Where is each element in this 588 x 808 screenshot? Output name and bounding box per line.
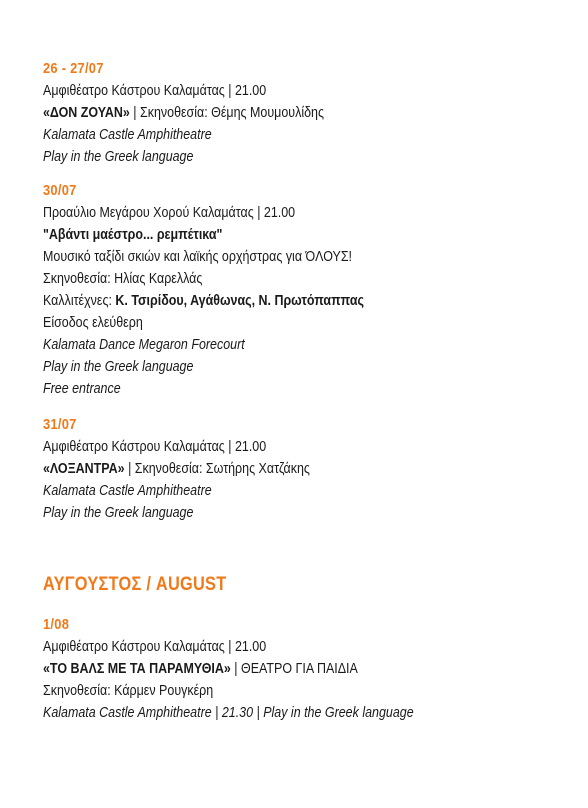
event-don-juan — [43, 58, 563, 168]
month-heading: ΑΥΓΟΥΣΤΟΣ / AUGUST — [43, 574, 227, 595]
event-title: «ΛΟΞΑΝΤΡΑ» — [43, 461, 125, 477]
event-director: | Σκηνοθεσία: Σωτήρης Χατζάκης — [124, 461, 310, 477]
event-director: Σκηνοθεσία: Ηλίας Καρελλάς — [43, 271, 203, 287]
event-loxantra — [43, 414, 563, 524]
event-description: Μουσικό ταξίδι σκιών και λαϊκής ορχήστρας για ΌΛΟΥΣ! — [43, 249, 353, 265]
event-title: «ΔΟΝ ΖΟΥΑΝ» — [43, 105, 130, 121]
event-title-line — [43, 102, 490, 124]
event-category: | ΘΕΑΤΡΟ ΓΙΑ ΠΑΙΔΙΑ — [230, 661, 358, 677]
event-venue-en: Kalamata Castle Amphitheatre — [43, 127, 212, 143]
event-avanti-maestro — [43, 180, 563, 400]
event-entry-en: Free entrance — [43, 381, 121, 397]
event-language: Play in the Greek language — [43, 505, 194, 521]
event-venue-time: Αμφιθέατρο Κάστρου Καλαμάτας | 21.00 — [43, 639, 267, 655]
event-venue-en: Kalamata Dance Megaron Forecourt — [43, 337, 245, 353]
event-language: Play in the Greek language — [43, 359, 194, 375]
event-title-line — [43, 658, 490, 680]
event-venue-time: Προαύλιο Μεγάρου Χορού Καλαμάτας | 21.00 — [43, 205, 296, 221]
event-venue-time: Αμφιθέατρο Κάστρου Καλαμάτας | 21.00 — [43, 83, 267, 99]
event-date: 26 - 27/07 — [43, 60, 104, 77]
event-date: 1/08 — [43, 616, 70, 633]
event-venue-en: Kalamata Castle Amphitheatre | 21.30 | Play in the Greek language — [43, 705, 414, 721]
event-artists-label: Καλλιτέχνες: — [43, 293, 116, 309]
event-entry: Είσοδος ελεύθερη — [43, 315, 143, 331]
event-director: | Σκηνοθεσία: Θέμης Μουμουλίδης — [129, 105, 324, 121]
event-title-line — [43, 458, 490, 480]
event-date: 30/07 — [43, 182, 77, 199]
event-venue-time: Αμφιθέατρο Κάστρου Καλαμάτας | 21.00 — [43, 439, 267, 455]
event-language: Play in the Greek language — [43, 149, 194, 165]
event-director: Σκηνοθεσία: Κάρμεν Ρουγκέρη — [43, 683, 214, 699]
event-vals-paramythia — [43, 614, 563, 724]
event-venue-en: Kalamata Castle Amphitheatre — [43, 483, 212, 499]
event-title: «ΤΟ ΒΑΛΣ ΜΕ ΤΑ ΠΑΡΑΜΥΘΙΑ» — [43, 661, 231, 677]
program-page — [43, 58, 563, 736]
event-title: "Αβάντι μαέστρο... ρεμπέτικα" — [43, 227, 223, 243]
event-artists-line — [43, 290, 490, 312]
event-date: 31/07 — [43, 416, 77, 433]
event-artists: Κ. Τσιρίδου, Αγάθωνας, Ν. Πρωτόπαππας — [115, 293, 364, 309]
